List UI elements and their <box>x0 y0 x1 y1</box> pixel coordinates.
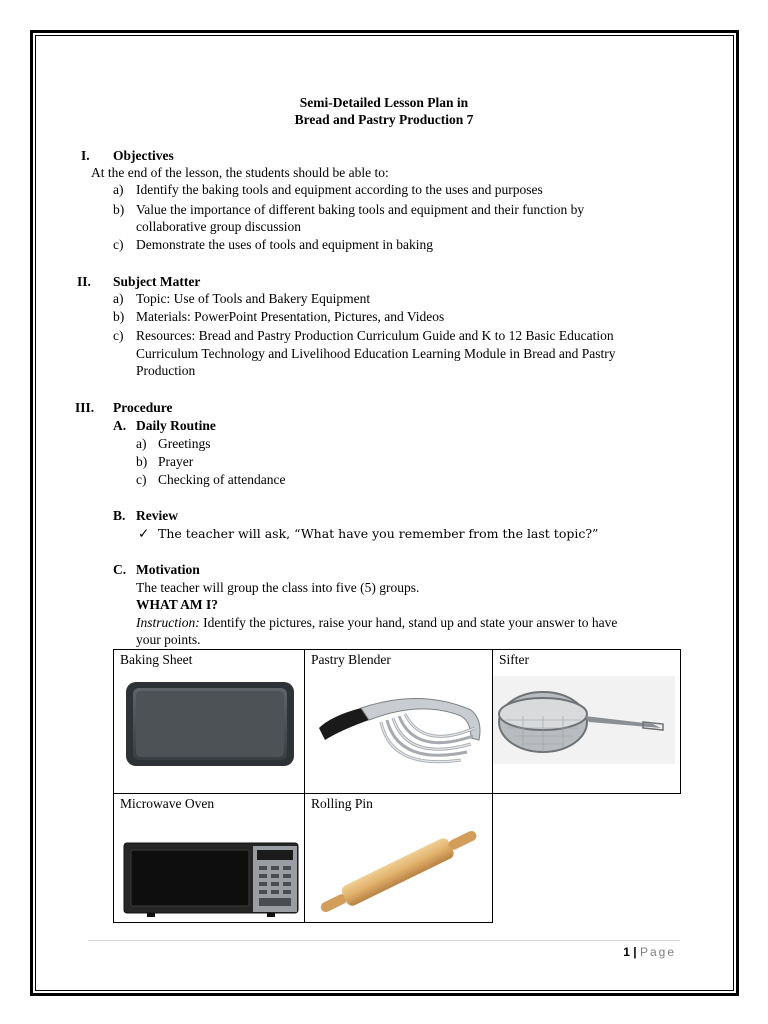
footer-separator: | <box>633 945 637 959</box>
instruction-label: Instruction: <box>136 615 200 630</box>
objective-item: Demonstrate the uses of tools and equipment in baking <box>136 237 433 252</box>
section-numeral-procedure: III. <box>75 400 95 415</box>
page-footer <box>623 944 676 960</box>
objective-mark: a) <box>113 182 124 197</box>
subsection-heading-review: Review <box>136 508 178 523</box>
subject-mark: a) <box>113 291 124 306</box>
objective-item-cont: collaborative group discussion <box>136 219 301 234</box>
review-text: The teacher will ask, “What have you remember from the last topic?” <box>158 526 599 541</box>
motivation-text: The teacher will group the class into five (5) groups. <box>136 580 420 595</box>
activity-title: WHAT AM I? <box>136 597 219 612</box>
picture-cell <box>114 650 305 794</box>
routine-item: Checking of attendance <box>158 472 286 487</box>
subject-item: Materials: PowerPoint Presentation, Pictures, and Videos <box>136 309 445 324</box>
document-title: Semi-Detailed Lesson Plan in <box>299 95 469 110</box>
picture-label: Baking Sheet <box>120 652 193 667</box>
routine-mark: a) <box>136 436 147 451</box>
subsection-mark: C. <box>113 562 127 577</box>
picture-cell <box>305 794 493 923</box>
subject-mark: c) <box>113 328 124 343</box>
subsection-mark: A. <box>113 418 127 433</box>
baking-sheet-image <box>124 680 296 770</box>
subject-item: Topic: Use of Tools and Bakery Equipment <box>136 291 371 306</box>
section-heading-procedure: Procedure <box>113 400 173 415</box>
picture-label: Pastry Blender <box>311 652 391 667</box>
checkmark-icon: ✓ <box>138 526 150 541</box>
page-number: 1 <box>623 945 630 959</box>
instruction-text: Identify the pictures, raise your hand, stand up and state your answer to have <box>199 615 618 630</box>
section-numeral-objectives: I. <box>81 148 90 163</box>
routine-item: Greetings <box>158 436 211 451</box>
section-numeral-subject-matter: II. <box>77 274 91 289</box>
microwave-oven-image <box>123 842 299 918</box>
objective-mark: c) <box>113 237 124 252</box>
page-word: Page <box>639 945 676 959</box>
subsection-heading-daily-routine: Daily Routine <box>136 418 216 433</box>
section-heading-subject-matter: Subject Matter <box>113 274 201 289</box>
routine-item: Prayer <box>158 454 194 469</box>
subsection-mark: B. <box>113 508 126 523</box>
picture-label: Microwave Oven <box>120 796 215 811</box>
picture-label: Rolling Pin <box>311 796 373 811</box>
rolling-pin-image <box>309 824 491 920</box>
objective-item: Identify the baking tools and equipment according to the uses and purposes <box>136 182 543 197</box>
objective-item: Value the importance of different baking tools and equipment and their function by <box>136 202 585 217</box>
section-heading-objectives: Objectives <box>113 148 174 163</box>
subject-item-cont: Curriculum Technology and Livelihood Education Learning Module in Bread and Pastry <box>136 346 616 361</box>
picture-cell <box>493 650 681 794</box>
subject-item-cont: Production <box>136 363 196 378</box>
document-subtitle: Bread and Pastry Production 7 <box>294 112 474 127</box>
sifter-image <box>493 676 675 764</box>
instruction-cont: your points. <box>136 632 201 647</box>
instruction-line <box>136 614 617 631</box>
picture-cell <box>305 650 493 794</box>
objective-mark: b) <box>113 202 125 217</box>
picture-label: Sifter <box>499 652 529 667</box>
subject-mark: b) <box>113 309 125 324</box>
picture-cell <box>114 794 305 923</box>
routine-mark: c) <box>136 472 147 487</box>
pastry-blender-image <box>311 680 489 790</box>
footer-divider <box>88 940 680 941</box>
subsection-heading-motivation: Motivation <box>136 562 200 577</box>
routine-mark: b) <box>136 454 148 469</box>
picture-table <box>113 649 681 923</box>
objectives-intro: At the end of the lesson, the students should be able to: <box>91 165 389 180</box>
subject-item: Resources: Bread and Pastry Production Curriculum Guide and K to 12 Basic Education <box>136 328 614 343</box>
